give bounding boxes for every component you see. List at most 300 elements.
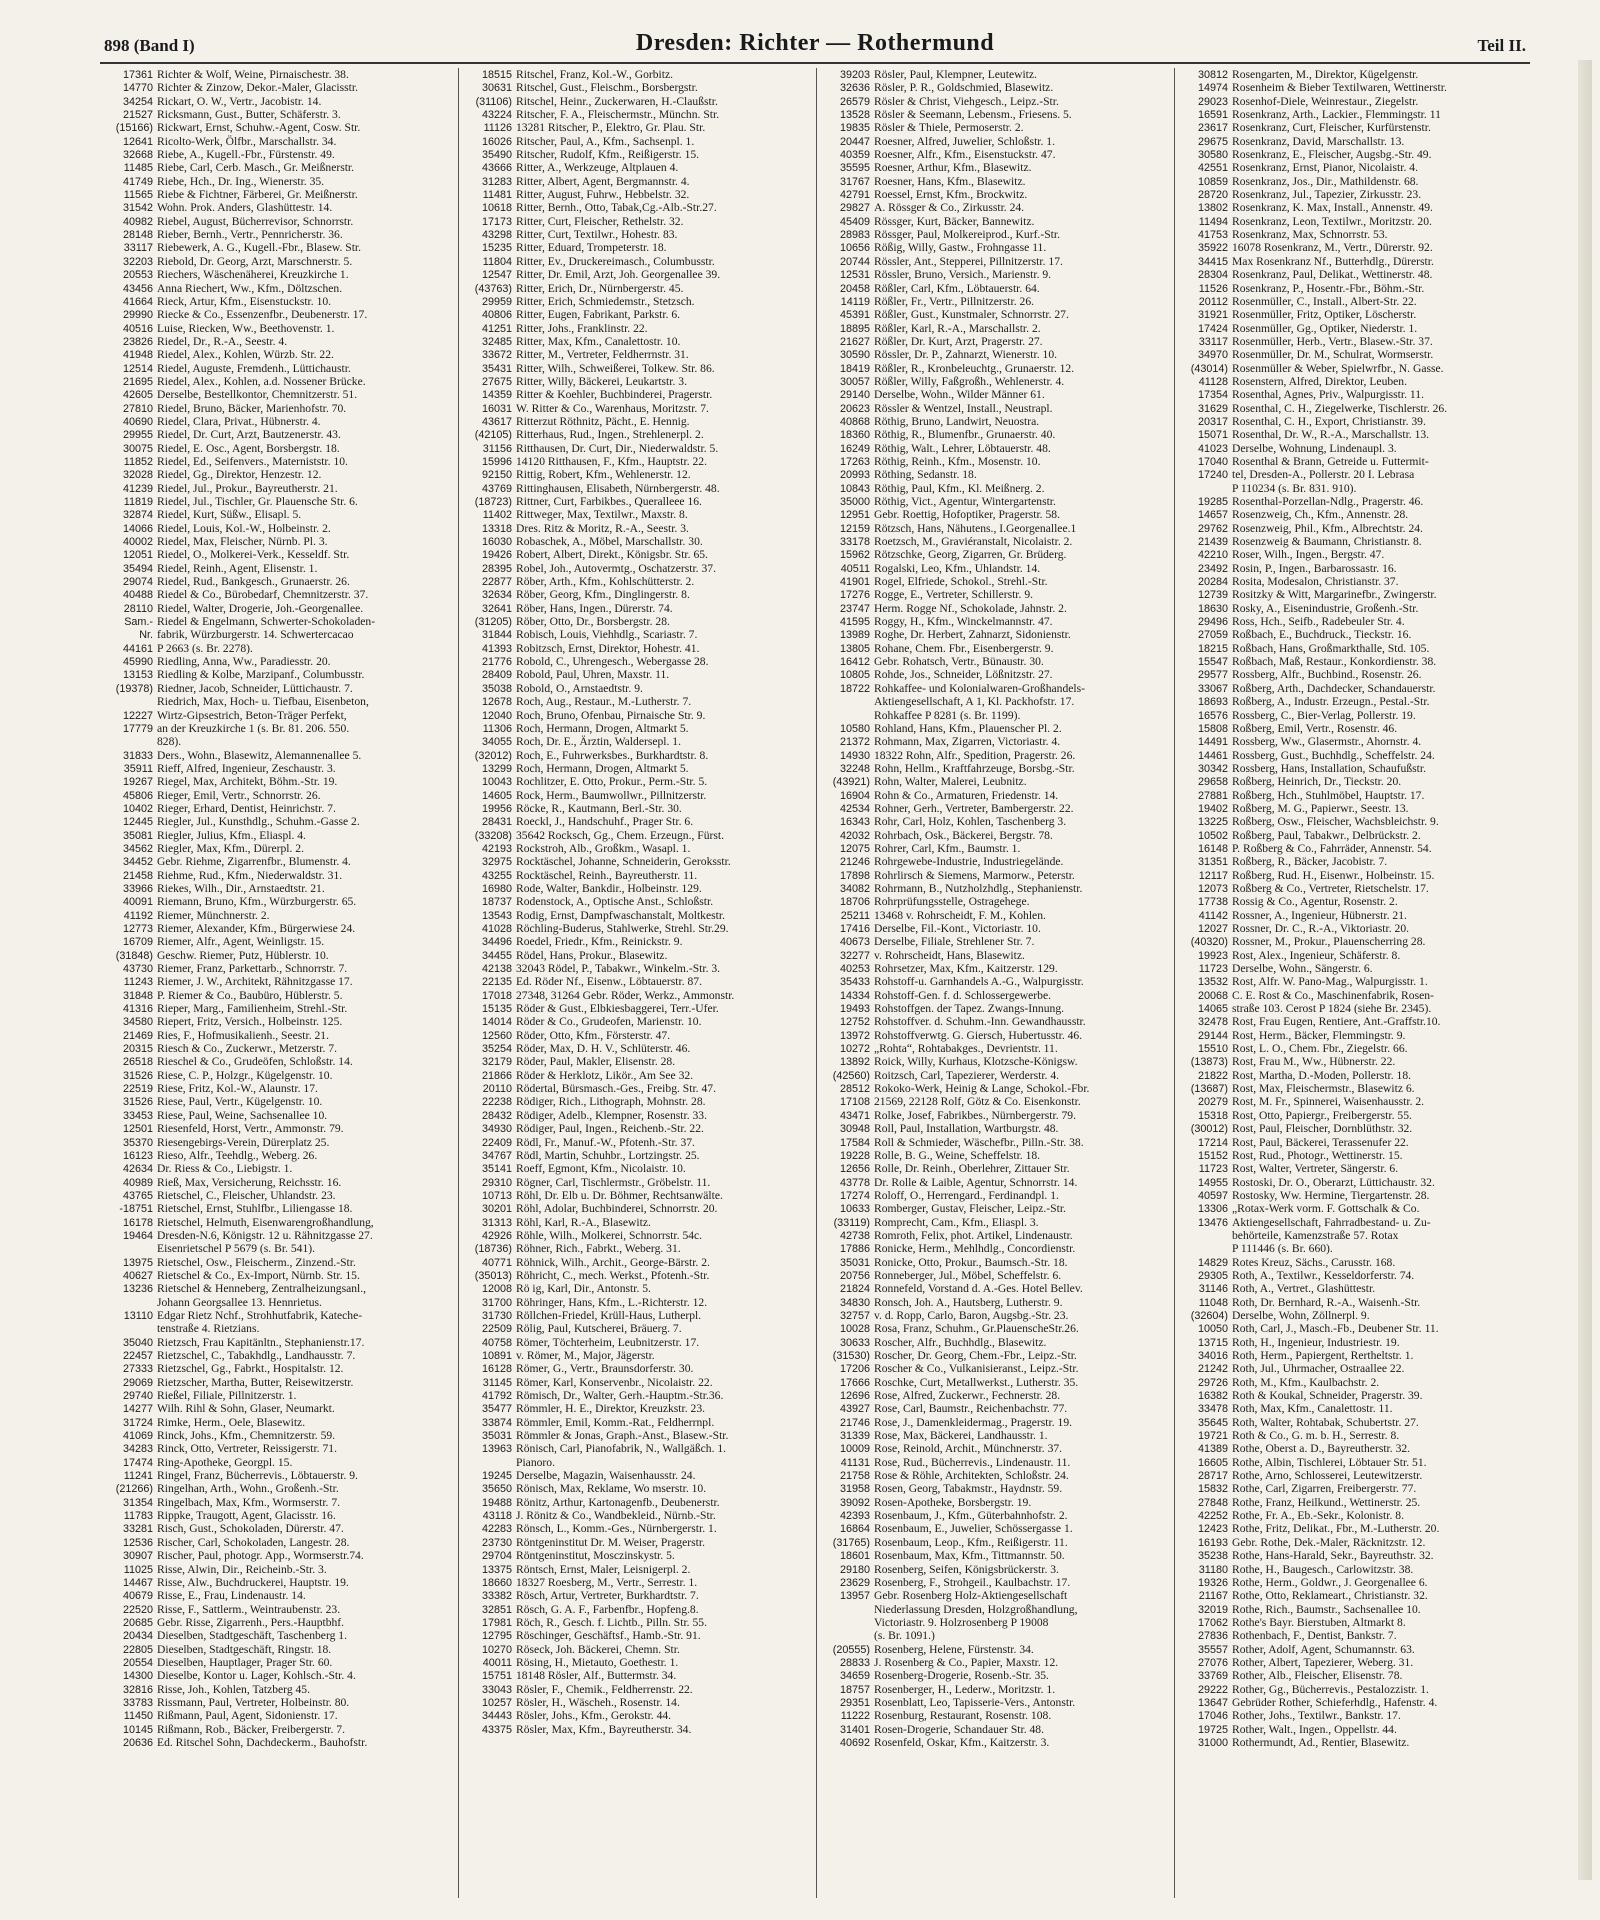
phone-number: 40253 xyxy=(839,963,870,976)
directory-entry xyxy=(1179,562,1528,575)
directory-entry xyxy=(1179,695,1528,708)
directory-entry xyxy=(104,1256,454,1269)
entry-text: Rösler & Christ, Viehgesch., Leipz.-Str. xyxy=(874,94,1059,108)
entry-text: Rietzschel, C., Tabakhdlg., Landhausstr. 7. xyxy=(157,1349,356,1362)
phone-number: (18723) xyxy=(474,496,512,508)
directory-entry xyxy=(1179,1176,1528,1189)
phone-number: (21266) xyxy=(115,1483,153,1496)
directory-entry xyxy=(821,1042,1170,1055)
directory-entry xyxy=(821,1709,1170,1722)
directory-entry xyxy=(1179,1309,1528,1322)
entry-text: Rosen-Drogerie, Schandauer Str. 48. xyxy=(874,1722,1044,1736)
phone-number: 16178 xyxy=(122,1216,153,1229)
directory-entry xyxy=(1179,602,1528,615)
phone-number: 30633 xyxy=(839,1336,870,1349)
phone-number: (30012) xyxy=(1190,1123,1228,1136)
directory-entry xyxy=(821,1576,1170,1589)
entry-text: Rossberg, Gust., Buchhdlg., Scheffelstr. 24. xyxy=(1232,748,1435,762)
phone-number: 17886 xyxy=(839,1243,870,1256)
phone-number: 21167 xyxy=(1198,1590,1228,1603)
column-3 xyxy=(816,68,1170,1898)
directory-entry xyxy=(1179,1282,1528,1295)
phone-number: (20555) xyxy=(832,1643,870,1656)
directory-entry xyxy=(821,962,1170,975)
entry-text: Rosenmüller, Gg., Optiker, Niederstr. 1. xyxy=(1232,321,1418,335)
directory-entry xyxy=(821,335,1170,348)
phone-number: 31146 xyxy=(1198,1283,1228,1296)
directory-entry xyxy=(821,1402,1170,1415)
directory-entry xyxy=(463,588,812,601)
entry-text: Rosenkranz, Paul, Delikat., Wettinerstr. 48. xyxy=(1232,268,1433,282)
directory-entry xyxy=(821,1109,1170,1122)
phone-number: 34659 xyxy=(839,1670,870,1683)
directory-entry xyxy=(821,508,1170,521)
phone-number: 17424 xyxy=(1197,322,1228,335)
directory-entry xyxy=(1179,1269,1528,1282)
entry-text: Rösler, P. R., Goldschmied, Blasewitz. xyxy=(874,81,1054,95)
entry-text: Rose, Max, Bäckerei, Landhausstr. 1. xyxy=(874,1429,1048,1443)
entry-text: Pianoro. xyxy=(516,1455,555,1469)
phone-number: (42105) xyxy=(474,429,512,442)
phone-number: 40868 xyxy=(839,415,870,428)
entry-text: Rößler, Gust., Kunstmaler, Schnorrstr. 27. xyxy=(874,308,1069,322)
entry-text: Riedel & Engelmann, Schwerter-Schokoladen- xyxy=(157,615,376,629)
entry-text: Riebe, Hch., Dr. Ing., Wienerstr. 35. xyxy=(157,174,325,188)
directory-entry xyxy=(821,135,1170,148)
directory-entry xyxy=(463,1122,812,1135)
directory-entry xyxy=(463,95,812,108)
entry-text: Rose, J., Damenkleidermag., Pragerstr. 19. xyxy=(874,1415,1073,1429)
entry-text: Roth & Koukal, Schneider, Pragerstr. 39. xyxy=(1232,1389,1423,1403)
directory-entry xyxy=(821,121,1170,134)
directory-entry xyxy=(821,1162,1170,1175)
phone-number: 14065 xyxy=(1197,1003,1228,1016)
phone-number: (31765) xyxy=(832,1536,870,1549)
entry-text: Gebr. Rohatsch, Vertr., Bünaustr. 30. xyxy=(874,655,1044,669)
entry-text: Rössler & Wentzel, Install., Neustrapl. xyxy=(874,401,1053,415)
entry-text: Rosenkranz, David, Marschallstr. 13. xyxy=(1232,134,1405,148)
entry-text: Ricolto-Werk, Ölfbr., Marschallstr. 34. xyxy=(157,134,337,148)
entry-text: Römer, Karl, Konservenbr., Nicolaistr. 22. xyxy=(516,1375,713,1389)
phone-number: 11494 xyxy=(1198,215,1228,228)
directory-entry xyxy=(1179,1242,1528,1255)
directory-entry xyxy=(463,1029,812,1042)
phone-number: 40011 xyxy=(482,1656,512,1669)
phone-number: 21758 xyxy=(839,1470,870,1483)
directory-entry xyxy=(1179,1522,1528,1535)
phone-number: 43617 xyxy=(481,415,512,428)
directory-entry xyxy=(104,949,454,962)
directory-entry xyxy=(104,495,454,508)
phone-number: 16193 xyxy=(1197,1536,1228,1549)
entry-text: Röhl, Adolar, Buchbinderei, Schnorrstr. 20. xyxy=(516,1202,718,1216)
entry-text: Rose, Alfred, Zuckerwr., Fechnerstr. 28. xyxy=(874,1389,1061,1403)
phone-number: (31106) xyxy=(475,95,512,108)
directory-entry xyxy=(104,882,454,895)
directory-entry xyxy=(104,161,454,174)
directory-entry xyxy=(463,282,812,295)
directory-entry xyxy=(104,188,454,201)
phone-number: 27810 xyxy=(122,402,153,415)
entry-text: Rolke, Josef, Fabrikbes., Nürnbergerstr. 79. xyxy=(874,1108,1077,1122)
phone-number: 33067 xyxy=(1197,682,1228,695)
entry-text: Rösch, G. A. F., Farbenfbr., Hopfeng.8. xyxy=(516,1602,699,1616)
entry-text: Rother, Adolf, Agent, Schumannstr. 63. xyxy=(1232,1642,1415,1656)
directory-entry xyxy=(821,1509,1170,1522)
phone-number: 29310 xyxy=(481,1176,512,1189)
directory-entry xyxy=(1179,935,1528,948)
entry-text: Rieger, Emil, Vertr., Schnorrstr. 26. xyxy=(157,788,321,802)
directory-entry xyxy=(104,228,454,241)
entry-text: Derselbe, Wohnung, Lindenaupl. 3. xyxy=(1232,441,1397,455)
directory-entry xyxy=(104,121,454,134)
phone-number: 41792 xyxy=(481,1390,512,1403)
entry-text: Römer, Töchterheim, Leubnitzerstr. 17. xyxy=(516,1335,700,1349)
entry-text: Rosenmüller & Weber, Spielwrfbr., N. Gasse. xyxy=(1232,361,1444,375)
phone-number: 42210 xyxy=(1197,549,1228,562)
entry-text: Roesner, Alfred, Juwelier, Schloßstr. 1. xyxy=(874,134,1055,148)
entry-text: Roggy, H., Kfm., Winckelmannstr. 47. xyxy=(874,615,1053,629)
directory-entry xyxy=(821,1482,1170,1495)
entry-text: straße 103. Cerost P 1824 (siehe Br. 2345). xyxy=(1232,1002,1432,1016)
directory-entry xyxy=(821,989,1170,1002)
entry-text: Rippke, Traugott, Agent, Glacisstr. 16. xyxy=(157,1509,336,1523)
entry-text: Röber, Otto, Dr., Borsbergstr. 28. xyxy=(516,615,670,629)
directory-entry xyxy=(463,468,812,481)
phone-number: 42032 xyxy=(839,829,870,842)
directory-entry xyxy=(104,975,454,988)
phone-number: 12560 xyxy=(481,1029,512,1042)
directory-entry xyxy=(1179,1189,1528,1202)
phone-number: 11243 xyxy=(123,976,153,989)
entry-text: 828). xyxy=(157,735,182,749)
entry-text: Riedel, Walter, Drogerie, Joh.-Georgenallee. xyxy=(157,601,364,615)
entry-text: Rosenstern, Alfred, Direktor, Leuben. xyxy=(1232,374,1408,388)
entry-text: Riebe & Fichtner, Färberei, Gr. Meißnerstr. xyxy=(157,188,358,202)
phone-number: 14955 xyxy=(1197,1176,1228,1189)
entry-text: Roßberg, Paul, Tabakwr., Delbrückstr. 2. xyxy=(1232,828,1421,842)
entry-text: Rischer, Paul, photogr. App., Wormserstr.74. xyxy=(157,1549,364,1563)
directory-entry xyxy=(104,308,454,321)
phone-number: 12227 xyxy=(122,709,153,722)
entry-text: Rödiger, Adelb., Klempner, Rosenstr. 33. xyxy=(516,1108,707,1122)
directory-columns xyxy=(100,68,1530,1898)
entry-text: v. Römer, M., Major, Jägerstr. xyxy=(516,1349,655,1362)
entry-text: Rostoski, Dr. O., Oberarzt, Lüttichaustr. 32. xyxy=(1232,1175,1435,1189)
directory-entry xyxy=(463,1442,812,1455)
entry-text: Riemann, Bruno, Kfm., Würzburgerstr. 65. xyxy=(157,895,357,909)
part-label: Teil II. xyxy=(1477,36,1526,55)
entry-text: J. Rosenberg & Co., Papier, Maxstr. 12. xyxy=(874,1655,1059,1669)
phone-number: 10656 xyxy=(839,242,870,255)
entry-text: Röber, Arth., Kfm., Kohlschütterstr. 2. xyxy=(516,575,695,589)
phone-number: 29351 xyxy=(839,1696,870,1709)
directory-entry xyxy=(104,1122,454,1135)
entry-text: Ritthausen, Dr. Curt, Dir., Niederwaldstr. 5. xyxy=(516,441,719,455)
phone-number: 29577 xyxy=(1197,669,1228,682)
entry-text: Riehme, Rud., Kfm., Niederwaldstr. 31. xyxy=(157,868,343,882)
phone-number: 17666 xyxy=(839,1376,870,1389)
directory-entry xyxy=(1179,508,1528,521)
entry-text: Rietzschel, Gg., Fabrkt., Hospitalstr. 12. xyxy=(157,1362,344,1376)
entry-text: Rohrgewebe-Industrie, Industriegelände. xyxy=(874,855,1064,869)
entry-text: Roesner, Arthur, Kfm., Blasewitz. xyxy=(874,161,1032,175)
phone-number: (31848) xyxy=(115,949,153,962)
entry-text: Rothe, Franz, Heilkund., Wettinerstr. 25. xyxy=(1232,1495,1421,1509)
phone-number: 29305 xyxy=(1197,1269,1228,1282)
directory-entry xyxy=(821,148,1170,161)
directory-entry xyxy=(821,855,1170,868)
phone-number: 15832 xyxy=(1197,1483,1228,1496)
entry-text: Rieschel & Co., Grudeöfen, Schloßstr. 14. xyxy=(157,1055,353,1069)
entry-text: Riebel, August, Bücherrevisor, Schnorrstr. xyxy=(157,214,354,228)
directory-entry xyxy=(821,1202,1170,1215)
entry-text: Rosen-Apotheke, Borsbergstr. 19. xyxy=(874,1495,1032,1509)
entry-text: Roth, Dr. Bernhard, R.-A., Waisenh.-Str. xyxy=(1232,1295,1421,1309)
entry-text: Rost, Frau M., Ww., Hübnerstr. 22. xyxy=(1232,1055,1396,1069)
directory-entry xyxy=(1179,1362,1528,1375)
directory-entry xyxy=(821,522,1170,535)
phone-number: 42534 xyxy=(839,802,870,815)
entry-text: Risch, Gust., Schokoladen, Dürerstr. 47. xyxy=(157,1522,344,1536)
phone-number: 28110 xyxy=(123,602,153,615)
phone-number: 34562 xyxy=(122,842,153,855)
phone-number: -18751 xyxy=(119,1203,153,1216)
directory-entry xyxy=(463,1149,812,1162)
directory-entry xyxy=(104,508,454,521)
entry-text: Rosengarten, M., Direktor, Kügelgenstr. xyxy=(1232,68,1419,81)
entry-text: Rosenkranz, Curt, Fleischer, Kurfürstenstr. xyxy=(1232,121,1431,135)
directory-entry xyxy=(463,1643,812,1656)
directory-entry xyxy=(104,482,454,495)
phone-number: 12501 xyxy=(122,1123,153,1136)
phone-number: 27333 xyxy=(122,1363,153,1376)
entry-text: Rietzscher, Martha, Butter, Reisewitzerstr. xyxy=(157,1375,354,1389)
phone-number: 13989 xyxy=(839,629,870,642)
directory-entry xyxy=(463,375,812,388)
entry-text: Riedling & Kolbe, Marzipanf., Columbusstr. xyxy=(157,668,365,682)
phone-number: 40511 xyxy=(840,562,870,575)
directory-entry xyxy=(1179,121,1528,134)
phone-number: 31526 xyxy=(122,1069,153,1082)
entry-text: Röthig, Bruno, Landwirt, Neuostra. xyxy=(874,414,1040,428)
entry-text: 14120 Ritthausen, F., Kfm., Hauptstr. 22. xyxy=(516,454,708,468)
directory-entry xyxy=(463,602,812,615)
directory-entry xyxy=(104,1002,454,1015)
phone-number: 28431 xyxy=(481,816,512,829)
directory-entry xyxy=(821,1055,1170,1068)
entry-text: Rosenzweig & Baumann, Christianstr. 8. xyxy=(1232,535,1422,549)
directory-entry xyxy=(821,1376,1170,1389)
phone-number: 43255 xyxy=(481,869,512,882)
entry-text: Rosenmüller, Dr. M., Schulrat, Wormserstr. xyxy=(1232,348,1434,362)
entry-text: Robold, C., Uhrengesch., Webergasse 28. xyxy=(516,655,709,669)
entry-text: Rose, Carl, Baumstr., Reichenbachstr. 77. xyxy=(874,1402,1068,1416)
phone-number: 34082 xyxy=(839,882,870,895)
phone-number: 31958 xyxy=(839,1483,870,1496)
directory-entry xyxy=(1179,1015,1528,1028)
entry-text: Rosenthal, C. H., Ziegelwerke, Tischlerstr. 26. xyxy=(1232,401,1448,415)
directory-entry xyxy=(1179,1469,1528,1482)
directory-entry xyxy=(104,1376,454,1389)
directory-entry xyxy=(104,348,454,361)
directory-entry xyxy=(463,241,812,254)
entry-text: Rösler, Johs., Kfm., Gerokstr. 44. xyxy=(516,1709,672,1723)
directory-entry xyxy=(1179,415,1528,428)
directory-entry xyxy=(104,468,454,481)
entry-text: Riedel, Max, Fleischer, Nürnb. Pl. 3. xyxy=(157,535,328,549)
phone-number: 13963 xyxy=(481,1443,512,1456)
entry-text: Rothe's Bayr. Bierstuben, Altmarkt 8. xyxy=(1232,1615,1406,1629)
directory-entry xyxy=(463,228,812,241)
directory-entry xyxy=(463,1349,812,1362)
phone-number: 13805 xyxy=(839,642,870,655)
entry-text: Riebe, A., Kugell.-Fbr., Fürstenstr. 49. xyxy=(157,148,335,162)
entry-text: Roch, Hermann, Drogen, Altmarkt 5. xyxy=(516,761,689,775)
entry-text: Rosenkranz, P., Hosentr.-Fbr., Böhm.-Str. xyxy=(1232,281,1425,295)
entry-text: tel, Dresden-A., Pollerstr. 20 I. Lebrasa xyxy=(1232,468,1415,482)
entry-text: Rönisch, Carl, Pianofabrik, N., Wallgäßch. 1. xyxy=(516,1442,727,1456)
directory-entry xyxy=(463,1629,812,1642)
directory-entry xyxy=(463,735,812,748)
phone-number: 14491 xyxy=(1197,736,1228,749)
directory-entry xyxy=(463,1376,812,1389)
entry-text: Roll, Paul, Installation, Wartburgstr. 48. xyxy=(874,1122,1059,1136)
entry-text: Rietschel, Osw., Fleischerm., Zinzend.-Str. xyxy=(157,1255,356,1269)
phone-number: 29704 xyxy=(481,1550,512,1563)
entry-text: Rositzky & Witt, Margarinefbr., Zwingerstr. xyxy=(1232,588,1437,602)
entry-text: Risse, F., Sattlerm., Weintraubenstr. 23. xyxy=(157,1602,341,1616)
directory-entry xyxy=(463,1136,812,1149)
entry-text: Riepert, Fritz, Versich., Holbeinstr. 125. xyxy=(157,1015,343,1029)
entry-text: Rieff, Alfred, Ingenieur, Zeschaustr. 3. xyxy=(157,761,336,775)
entry-text: Rosenkranz, Max, Schnorrstr. 53. xyxy=(1232,228,1388,242)
phone-number: 32636 xyxy=(839,82,870,95)
phone-number: 20636 xyxy=(122,1736,153,1749)
directory-entry xyxy=(463,1683,812,1696)
directory-entry xyxy=(1179,962,1528,975)
directory-entry xyxy=(821,1629,1170,1642)
phone-number: 12423 xyxy=(1197,1523,1228,1536)
directory-entry xyxy=(463,68,812,81)
directory-entry xyxy=(104,1069,454,1082)
phone-number: 40597 xyxy=(1197,1189,1228,1202)
directory-entry xyxy=(1179,1029,1528,1042)
phone-number: 13306 xyxy=(1197,1203,1228,1216)
directory-entry xyxy=(463,1002,812,1015)
phone-number: 13892 xyxy=(839,1056,870,1069)
entry-text: Röntsch, Ernst, Maler, Leisnigerpl. 2. xyxy=(516,1562,691,1576)
entry-text: Herm. Rogge Nf., Schokolade, Jahnstr. 2. xyxy=(874,601,1067,615)
entry-text: Roßberg, Heinrich, Dr., Tieckstr. 20. xyxy=(1232,775,1402,789)
entry-text: Riemer, Franz, Parkettarb., Schnorrstr. 7. xyxy=(157,962,348,976)
directory-entry xyxy=(821,829,1170,842)
directory-entry xyxy=(104,428,454,441)
directory-entry xyxy=(463,1055,812,1068)
directory-entry xyxy=(463,1069,812,1082)
phone-number: 11241 xyxy=(123,1470,153,1483)
entry-text: Rolle, Dr. Reinh., Oberlehrer, Zittauer Str. xyxy=(874,1162,1070,1176)
directory-entry xyxy=(821,655,1170,668)
entry-text: Rödiger, Rich., Lithograph, Mohnstr. 28. xyxy=(516,1095,706,1109)
directory-entry xyxy=(821,1322,1170,1335)
directory-entry xyxy=(104,989,454,1002)
phone-number: 18660 xyxy=(481,1576,512,1589)
phone-number: 33281 xyxy=(122,1523,153,1536)
entry-text: Riemer, Alexander, Kfm., Bürgerwiese 24. xyxy=(157,922,356,935)
phone-number: 13972 xyxy=(839,1029,870,1042)
entry-text: Roßbach, E., Buchdruck., Tieckstr. 16. xyxy=(1232,628,1412,642)
directory-entry xyxy=(463,1042,812,1055)
phone-number: (43763) xyxy=(474,282,512,295)
entry-text: Risse, Alwin, Dir., Reicheinb.-Str. 3. xyxy=(157,1562,327,1576)
phone-number: 12951 xyxy=(839,509,870,522)
phone-number: 32634 xyxy=(481,589,512,602)
entry-text: Rogel, Elfriede, Schokol., Strehl.-Str. xyxy=(874,575,1048,589)
entry-text: Aktiengesellschaft, Fahrradbestand- u. Zu- xyxy=(1232,1215,1431,1229)
phone-number: 42283 xyxy=(481,1523,512,1536)
page-title: Dresden: Richter — Rothermund xyxy=(635,30,995,56)
directory-entry xyxy=(104,1282,454,1295)
directory-entry xyxy=(104,108,454,121)
entry-text: Robert, Albert, Direkt., Königsbr. Str. 65. xyxy=(516,548,708,562)
directory-entry xyxy=(1179,1042,1528,1055)
phone-number: 22457 xyxy=(122,1350,153,1362)
entry-text: Röhricht, C., mech. Werkst., Pfotenh.-Str. xyxy=(516,1268,710,1282)
entry-text: Ritscher, Paul, A., Kfm., Sachsenpl. 1. xyxy=(516,134,695,148)
phone-number: 17062 xyxy=(1197,1616,1228,1629)
phone-number: 40627 xyxy=(122,1269,153,1282)
phone-number: 27076 xyxy=(1197,1656,1228,1669)
entry-text: Ritterhaus, Rud., Ingen., Strehlenerpl. 2. xyxy=(516,428,704,442)
entry-text: Rosenberg, Helene, Fürstenstr. 34. xyxy=(874,1642,1034,1656)
entry-text: Rothe, Fr. A., Eb.-Sekr., Kolonistr. 8. xyxy=(1232,1509,1404,1523)
entry-text: Roghe, Dr. Herbert, Zahnarzt, Sidonienstr. xyxy=(874,628,1071,642)
phone-number: 31354 xyxy=(122,1496,153,1509)
phone-number: 43730 xyxy=(122,963,153,976)
directory-entry xyxy=(104,442,454,455)
entry-text: Riedel, Reinh., Agent, Elisenstr. 1. xyxy=(157,561,318,575)
phone-number: 32757 xyxy=(839,1309,870,1322)
phone-number: 42393 xyxy=(839,1510,870,1523)
entry-text: Röch, R., Gesch. f. Lichtb., Pilln. Str. 55. xyxy=(516,1615,707,1629)
directory-entry xyxy=(104,1456,454,1469)
entry-text: Rost, Walter, Vertreter, Sängerstr. 6. xyxy=(1232,1162,1399,1176)
directory-entry xyxy=(821,175,1170,188)
directory-entry xyxy=(463,1522,812,1535)
directory-entry xyxy=(821,682,1170,695)
directory-entry xyxy=(1179,949,1528,962)
directory-entry xyxy=(821,68,1170,81)
entry-text: Rohrprüfungsstelle, Ostragehege. xyxy=(874,895,1030,909)
directory-entry xyxy=(463,148,812,161)
phone-number: 11402 xyxy=(482,509,512,522)
directory-entry xyxy=(821,775,1170,788)
directory-entry xyxy=(463,1162,812,1175)
directory-entry xyxy=(463,909,812,922)
phone-number: 15808 xyxy=(1197,722,1228,735)
entry-text: Rödl, Martin, Schuhbr., Lortzingstr. 25. xyxy=(516,1148,700,1162)
entry-text: Gebr. Rosenberg Holz-Aktiengesellschaft xyxy=(874,1589,1068,1603)
entry-text: Rößler, Karl, R.-A., Marschallstr. 2. xyxy=(874,321,1041,335)
phone-number: 40679 xyxy=(122,1590,153,1603)
phone-number: 10805 xyxy=(839,669,870,682)
entry-text: Rößig, Willy, Gastw., Frohngasse 11. xyxy=(874,241,1047,255)
phone-number: 18706 xyxy=(839,896,870,909)
entry-text: Roedel, Friedr., Kfm., Reinickstr. 9. xyxy=(516,935,683,949)
entry-text: Rieper, Marg., Familienheim, Strehl.-Str. xyxy=(157,1002,348,1016)
phone-number: 20623 xyxy=(839,402,870,415)
